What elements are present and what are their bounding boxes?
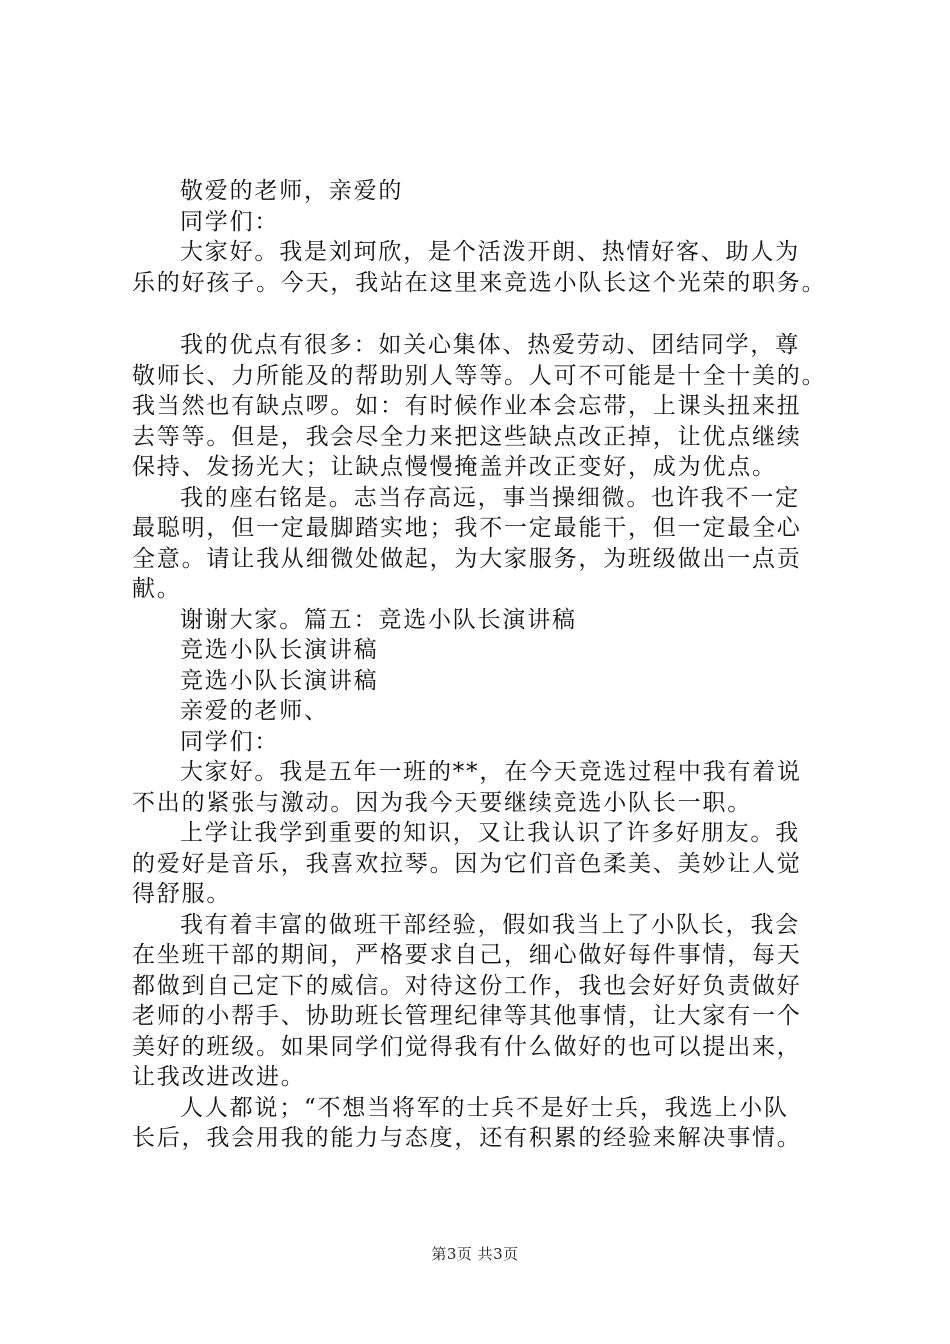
text-line: 老师的小帮手、协助班长管理纪律等其他事情，让大家有一个 <box>132 1003 802 1029</box>
text-line: 得舒服。 <box>132 881 232 907</box>
text-line: 最聪明，但一定最脚踏实地；我不一定最能干，但一定最全心 <box>132 515 802 541</box>
text-line: 让我改进改进。 <box>132 1064 306 1090</box>
text-line: 乐的好孩子。今天，我站在这里来竞选小队长这个光荣的职务。 <box>132 269 827 296</box>
text-line: 保持、发扬光大；让缺点慢慢掩盖并改正变好，成为优点。 <box>132 454 777 480</box>
paragraph-gap <box>132 298 832 330</box>
text-line: 在坐班干部的期间，严格要求自己，细心做好每件事情，每天 <box>132 942 802 968</box>
text-line: 长后，我会用我的能力与态度，还有积累的经验来解决事情。 <box>132 1125 802 1151</box>
text-line: 敬师长、力所能及的帮助别人等等。人可不可能是十全十美的。 <box>132 362 827 389</box>
text-line: 都做到自己定下的威信。对待这份工作，我也会好好负责做好 <box>132 972 802 999</box>
heading-line: 竞选小队长演讲稿 <box>180 637 379 663</box>
text-line: 我的座右铭是。志当存高远，事当操细微。也许我不一定 <box>180 484 800 511</box>
text-line: 的爱好是音乐，我喜欢拉琴。因为它们音色柔美、美妙让人觉 <box>132 850 802 877</box>
page-number-footer: 第3页 共3页 <box>431 1245 519 1263</box>
text-line: 大家好。我是五年一班的**，在今天竞选过程中我有着说 <box>180 759 802 785</box>
salutation-line: 同学们： <box>180 728 280 755</box>
text-line: 美好的班级。如果同学们觉得我有什么做好的也可以提出来， <box>132 1033 802 1060</box>
text-line: 我的优点有很多：如关心集体、热爱劳动、团结同学，尊 <box>180 332 800 358</box>
text-line: 我有着丰富的做班干部经验，假如我当上了小队长，我会 <box>180 911 800 938</box>
salutation-line: 同学们： <box>180 208 280 235</box>
text-line: 去等等。但是，我会尽全力来把这些缺点改正掉，让优点继续 <box>132 423 802 450</box>
text-line: 大家好。我是刘珂欣，是个活泼开朗、热情好客、助人为 <box>180 239 800 265</box>
heading-line: 竞选小队长演讲稿 <box>180 667 379 694</box>
salutation-line: 敬爱的老师，亲爱的 <box>180 178 404 204</box>
text-line: 不出的紧张与激动。因为我今天要继续竞选小队长一职。 <box>132 789 752 816</box>
text-line: 献。 <box>132 576 182 602</box>
text-line: 全意。请让我从细微处做起，为大家服务，为班级做出一点贡 <box>132 545 802 572</box>
document-body <box>132 176 832 1154</box>
text-line: 上学让我学到重要的知识，又让我认识了许多好朋友。我 <box>180 820 800 846</box>
text-line: 人人都说；“不想当将军的士兵不是好士兵，我选上小队 <box>180 1094 789 1121</box>
salutation-line: 亲爱的老师、 <box>180 698 329 724</box>
text-line: 我当然也有缺点啰。如：有时候作业本会忘带，上课头扭来扭 <box>132 393 802 419</box>
text-line: 谢谢大家。篇五：竞选小队长演讲稿 <box>180 606 577 633</box>
